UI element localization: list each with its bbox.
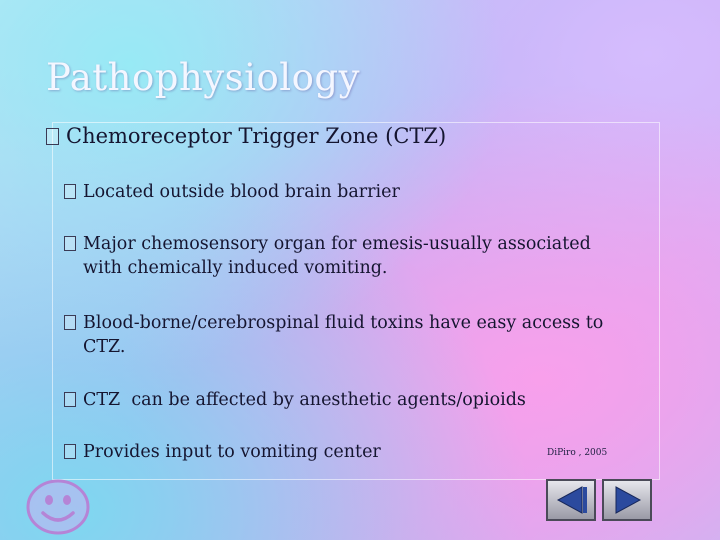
smiley-face-icon bbox=[25, 478, 91, 536]
square-box-icon bbox=[64, 392, 76, 407]
sub-bullet-text: Major chemosensory organ for emesis-usually associated with chemically induced vomiting. bbox=[83, 234, 591, 278]
square-box-icon bbox=[46, 128, 59, 145]
sub-bullet-text: Provides input to vomiting center bbox=[83, 442, 381, 462]
main-bullet-text: Chemoreceptor Trigger Zone (CTZ) bbox=[66, 124, 447, 148]
square-box-icon bbox=[64, 444, 76, 459]
square-box-icon bbox=[64, 236, 76, 251]
sub-bullet bbox=[64, 440, 381, 464]
slide-title: Pathophysiology bbox=[46, 56, 360, 99]
content-frame bbox=[52, 122, 660, 480]
previous-slide-button[interactable] bbox=[546, 479, 596, 521]
next-slide-button[interactable] bbox=[602, 479, 652, 521]
square-box-icon bbox=[64, 184, 76, 199]
sub-bullet bbox=[64, 180, 400, 204]
sub-bullet-text: Located outside blood brain barrier bbox=[83, 182, 400, 202]
sub-bullet bbox=[64, 311, 643, 359]
main-bullet bbox=[46, 124, 446, 148]
sub-bullet-text: Blood-borne/cerebrospinal fluid toxins have easy access to CTZ. bbox=[83, 313, 604, 357]
citation: DiPiro , 2005 bbox=[547, 448, 608, 458]
sub-bullet-text: CTZ can be affected by anesthetic agents/opioids bbox=[83, 390, 526, 410]
next-arrow-icon bbox=[608, 485, 646, 515]
previous-arrow-icon bbox=[552, 485, 590, 515]
sub-bullet bbox=[64, 232, 628, 280]
sub-bullet bbox=[64, 388, 526, 412]
square-box-icon bbox=[64, 315, 76, 330]
